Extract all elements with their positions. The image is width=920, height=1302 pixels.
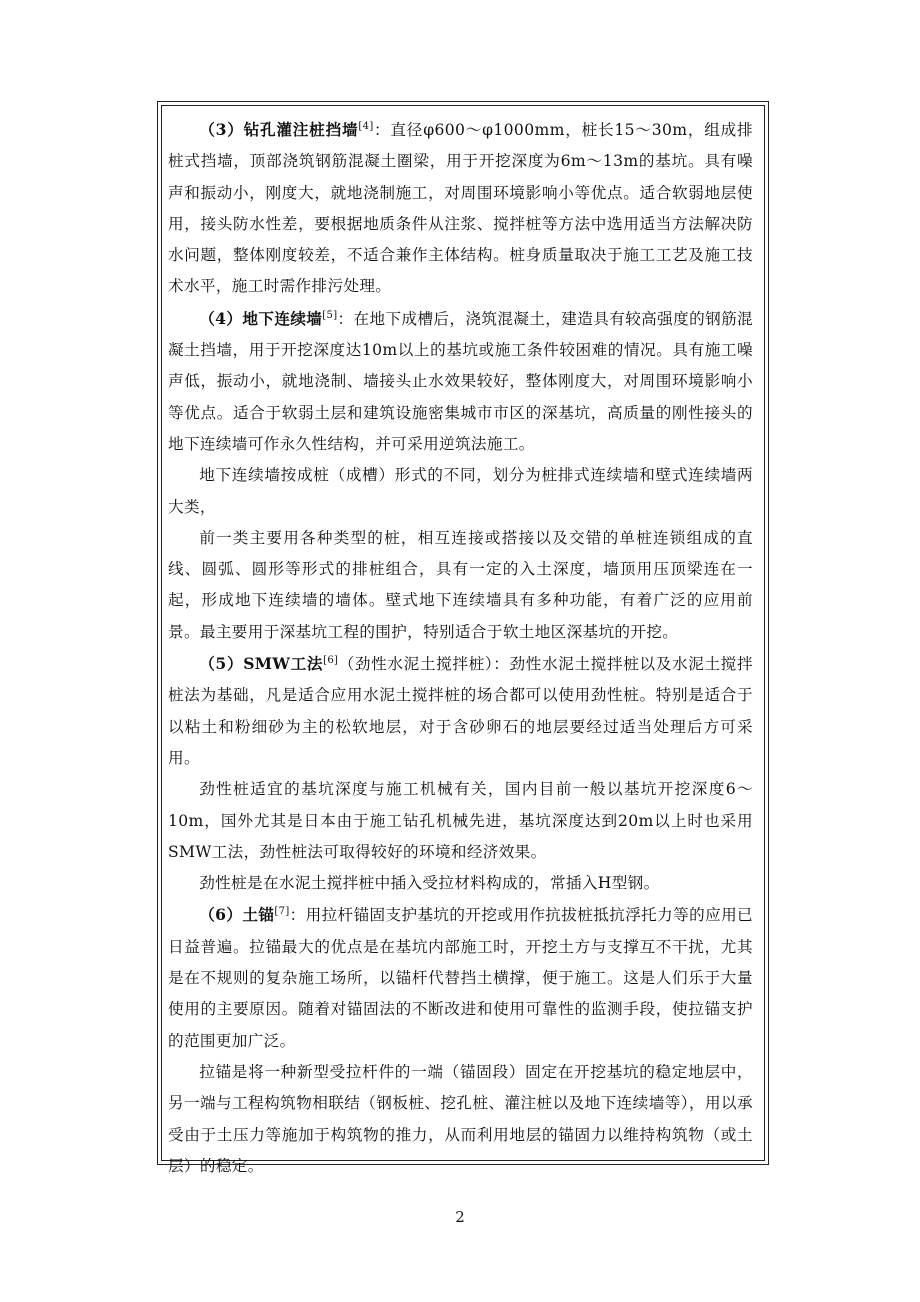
paragraph-smw <box>168 648 753 774</box>
paragraph-bored-pile-wall <box>168 114 753 303</box>
paragraph-pile-row-wall: 前一类主要用各种类型的桩，相互连接或搭接以及交错的单桩连锁组成的直线、圆弧、圆形等形式的排桩组合，具有一定的入土深度，墙顶用压顶梁连在一起，形成地下连续墙的墙体。壁式地下连续墙具有多种功能，有着广泛的应用前景。最主要用于深基坑工程的围护，特别适合于软土地区深基坑的开挖。 <box>168 528 753 641</box>
paragraph-smw-depth: 劲性桩适宜的基坑深度与施工机械有关，国内目前一般以基坑开挖深度6～10m，国外尤其是日本由于施工钻孔机械先进，基坑深度达到20m以上时也采用SMW工法，劲性桩法可取得较好的环境和经济效果。 <box>168 780 753 861</box>
citation-5: [5] <box>322 309 338 321</box>
paragraph-smw-hbeam: 劲性桩是在水泥土搅拌桩中插入受拉材料构成的，常插入H型钢。 <box>199 874 660 893</box>
paragraph-diaphragm-wall <box>168 303 753 460</box>
heading-diaphragm-wall: （4）地下连续墙 <box>199 308 323 328</box>
paragraph-text: （劲性水泥土搅拌桩）：劲性水泥土搅拌桩以及水泥土搅拌桩法为基础，凡是适合应用水泥土搅拌桩的场合都可以使用劲性桩。特别是适合于以粘土和粉细砂为主的松软地层，对于含砂卵石的地层要经过适当处理后方可采用。 <box>168 655 753 767</box>
paragraph-soil-anchor <box>168 899 753 1056</box>
citation-7: [7] <box>274 906 290 918</box>
content-frame <box>157 101 769 1175</box>
body-text <box>168 114 753 1182</box>
page-number: 2 <box>455 1208 465 1226</box>
paragraph-diaphragm-types: 地下连续墙按成桩（成槽）形式的不同，划分为桩排式连续墙和壁式连续墙两大类， <box>168 466 753 516</box>
heading-smw: （5）SMW工法 <box>199 654 324 674</box>
paragraph-text: ：在地下成槽后，浇筑混凝土，建造具有较高强度的钢筋混凝土挡墙，用于开挖深度达10m以上的基坑或施工条件较困难的情况。具有施工噪声低，振动小，就地浇制、墙接头止水效果较好，整体刚度大，对周围环境影响小等优点。适合于软弱土层和建筑设施密集城市市区的深基坑，高质量的刚性接头的地下连续墙可作永久性结构，并可采用逆筑法施工。 <box>168 309 753 453</box>
paragraph-anchor-definition: 拉锚是将一种新型受拉杆件的一端（锚固段）固定在开挖基坑的稳定地层中，另一端与工程构筑物相联结（钢板桩、挖孔桩、灌注桩以及地下连续墙等），用以承受由于土压力等施加于构筑物的推力，从而利用地层的锚固力以维持构筑物（或土层）的稳定。 <box>168 1062 753 1175</box>
paragraph-text: ：直径φ600～φ1000mm，桩长15～30m，组成排桩式挡墙，顶部浇筑钢筋混凝土圈梁，用于开挖深度为6m～13m的基坑。具有噪声和振动小，刚度大，就地浇制施工，对周围环境影响小等优点。适合软弱地层使用，接头防水性差，要根据地质条件从注浆、搅拌桩等方法中选用适当方法解决防水问题，整体刚度较差，不适合兼作主体结构。桩身质量取决于施工工艺及施工技术水平，施工时需作排污处理。 <box>168 121 753 296</box>
heading-soil-anchor: （6）土锚 <box>199 905 275 925</box>
citation-4: [4] <box>358 121 374 132</box>
paragraph-text: ：用拉杆锚固支护基坑的开挖或用作抗拔桩抵抗浮托力等的应用已日益普遍。拉锚最大的优点是在基坑内部施工时，开挖土方与支撑互不干扰，尤其是在不规则的复杂施工场所，以锚杆代替挡土横撑，便于施工。这是人们乐于大量使用的主要原因。随着对锚固法的不断改进和使用可靠性的监测手段，使拉锚支护的范围更加广泛。 <box>168 906 753 1050</box>
citation-6: [6] <box>323 655 339 667</box>
heading-bored-pile-wall: （3）钻孔灌注桩挡墙 <box>199 120 359 139</box>
